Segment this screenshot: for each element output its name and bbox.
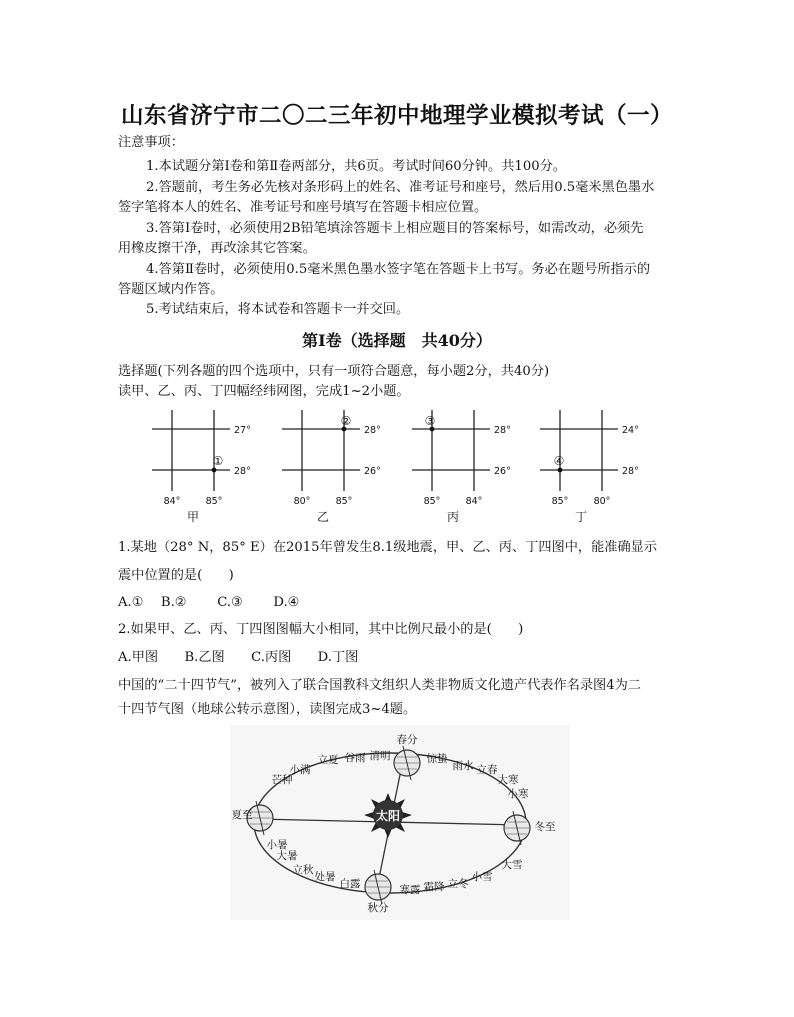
note-line-5: 用橡皮擦干净，再改涂其它答案。 [118,241,316,256]
solar-term-label: 谷雨 [344,752,366,764]
solar-term-label: 立冬 [447,878,469,890]
notes-heading: 注意事项： [118,135,184,150]
solar-term-label: 小寒 [507,788,529,800]
exam-title: 山东省济宁市二〇二三年初中地理学业模拟考试（一） [120,103,673,129]
grid-label: 乙 [316,510,330,524]
grid-1 [152,410,251,524]
solar-term-label: 霜降 [423,881,445,893]
solar-term-label: 秋分 [367,902,389,914]
grid-label: 丙 [446,510,460,524]
grid-lon-left: 80° [293,496,311,507]
grid-lon-right: 84° [465,496,483,507]
grid-lat-top: 24° [622,425,639,436]
q2-options: A.甲图 B.乙图 C.丙图 D.丁图 [118,650,359,665]
solar-term-label: 立春 [476,764,498,776]
note-line-2: 2.答题前，考生务必先核对条形码上的姓名、准考证号和座号，然后用0.5毫米黑色墨水 [146,180,655,195]
q1-line-2: 震中位置的是( ) [118,568,234,583]
solar-term-label: 大寒 [497,774,519,786]
solar-terms-diagram [230,725,570,920]
grid-lon-right: 85° [335,496,353,507]
grid-4 [540,410,639,524]
solar-term-label: 处暑 [314,871,336,883]
grid-lat-top: 28° [364,425,381,436]
solar-term-label: 夏至 [231,809,253,821]
solar-term-label: 小雪 [471,871,493,883]
solar-term-label: 立秋 [292,864,314,876]
solar-term-label: 冬至 [534,821,556,833]
solar-term-label: 大雪 [501,859,523,871]
grid-2 [282,410,381,524]
solar-term-label: 清明 [369,750,391,762]
section-title: 第Ⅰ卷（选择题 共40分） [302,331,492,350]
grid-label: 甲 [186,510,200,524]
solar-term-label: 白露 [339,878,361,890]
q2-line-1: 2.如果甲、乙、丙、丁四图图幅大小相同，其中比例尺最小的是( ) [118,622,524,637]
solar-intro-line-1: 中国的“二十四节气”，被列入了联合国教科文组织人类非物质文化遗产代表作名录图4为二 [118,678,641,693]
solar-term-label: 小满 [289,764,311,776]
mc-intro: 选择题(下列各题的四个选项中，只有一项符合题意，每小题2分，共40分) [118,364,550,379]
grid-lon-left: 84° [163,496,181,507]
grid-lon-left: 85° [551,496,569,507]
grid-label: 丁 [574,510,588,524]
grid-marker: ③ [424,414,436,428]
grid-lat-bottom: 28° [622,466,639,477]
grid-lon-right: 85° [205,496,223,507]
grid-lat-bottom: 26° [364,466,381,477]
grid-point [212,468,217,473]
grid-lat-top: 28° [494,425,511,436]
grid-3 [412,410,511,524]
grid-lat-bottom: 28° [234,466,251,477]
note-line-1: 1.本试题分第Ⅰ卷和第Ⅱ卷两部分，共6页。考试时间60分钟。共100分。 [146,159,566,174]
note-line-8: 5.考试结束后，将本试卷和答题卡一并交回。 [146,302,410,317]
solar-term-label: 雨水 [452,760,474,772]
grid-marker: ④ [553,454,565,468]
grid-lon-left: 85° [423,496,441,507]
solar-term-label: 寒露 [399,884,421,896]
q1-line-1: 1.某地（28° N，85° E）在2015年曾发生8.1级地震，甲、乙、丙、丁四图中，能准确显示 [118,540,658,555]
note-line-3: 签字笔将本人的姓名、准考证号和座号填写在答题卡相应位置。 [118,200,488,215]
q1-options: A.① B.② C.③ D.④ [118,595,300,610]
solar-term-label: 春分 [396,734,418,746]
note-line-7: 答题区域内作答。 [118,282,224,297]
sun-label: 太阳 [375,809,401,823]
grid-marker: ① [212,454,224,468]
lat-lon-grids [0,405,794,530]
solar-term-label: 立夏 [317,754,339,766]
grid-lon-right: 80° [593,496,611,507]
solar-term-label: 小暑 [266,839,288,851]
solar-term-label: 芒种 [271,774,293,786]
grid-point [558,468,563,473]
grid-lat-top: 27° [234,425,251,436]
solar-intro-line-2: 十四节气图（地球公转示意图），读图完成3~4题。 [118,702,417,717]
note-line-4: 3.答第Ⅰ卷时，必须使用2B铅笔填涂答题卡上相应题目的答案标号，如需改动，必须先 [146,221,644,236]
solar-term-label: 大暑 [276,850,298,862]
grid-question-intro: 读甲、乙、丙、丁四幅经纬网图，完成1~2小题。 [118,384,410,399]
note-line-6: 4.答第Ⅱ卷时，必须使用0.5毫米黑色墨水签字笔在答题卡上书写。务必在题号所指示的 [146,262,651,277]
grid-lat-bottom: 26° [494,466,511,477]
grid-marker: ② [340,414,352,428]
solar-term-label: 惊蛰 [426,753,448,765]
